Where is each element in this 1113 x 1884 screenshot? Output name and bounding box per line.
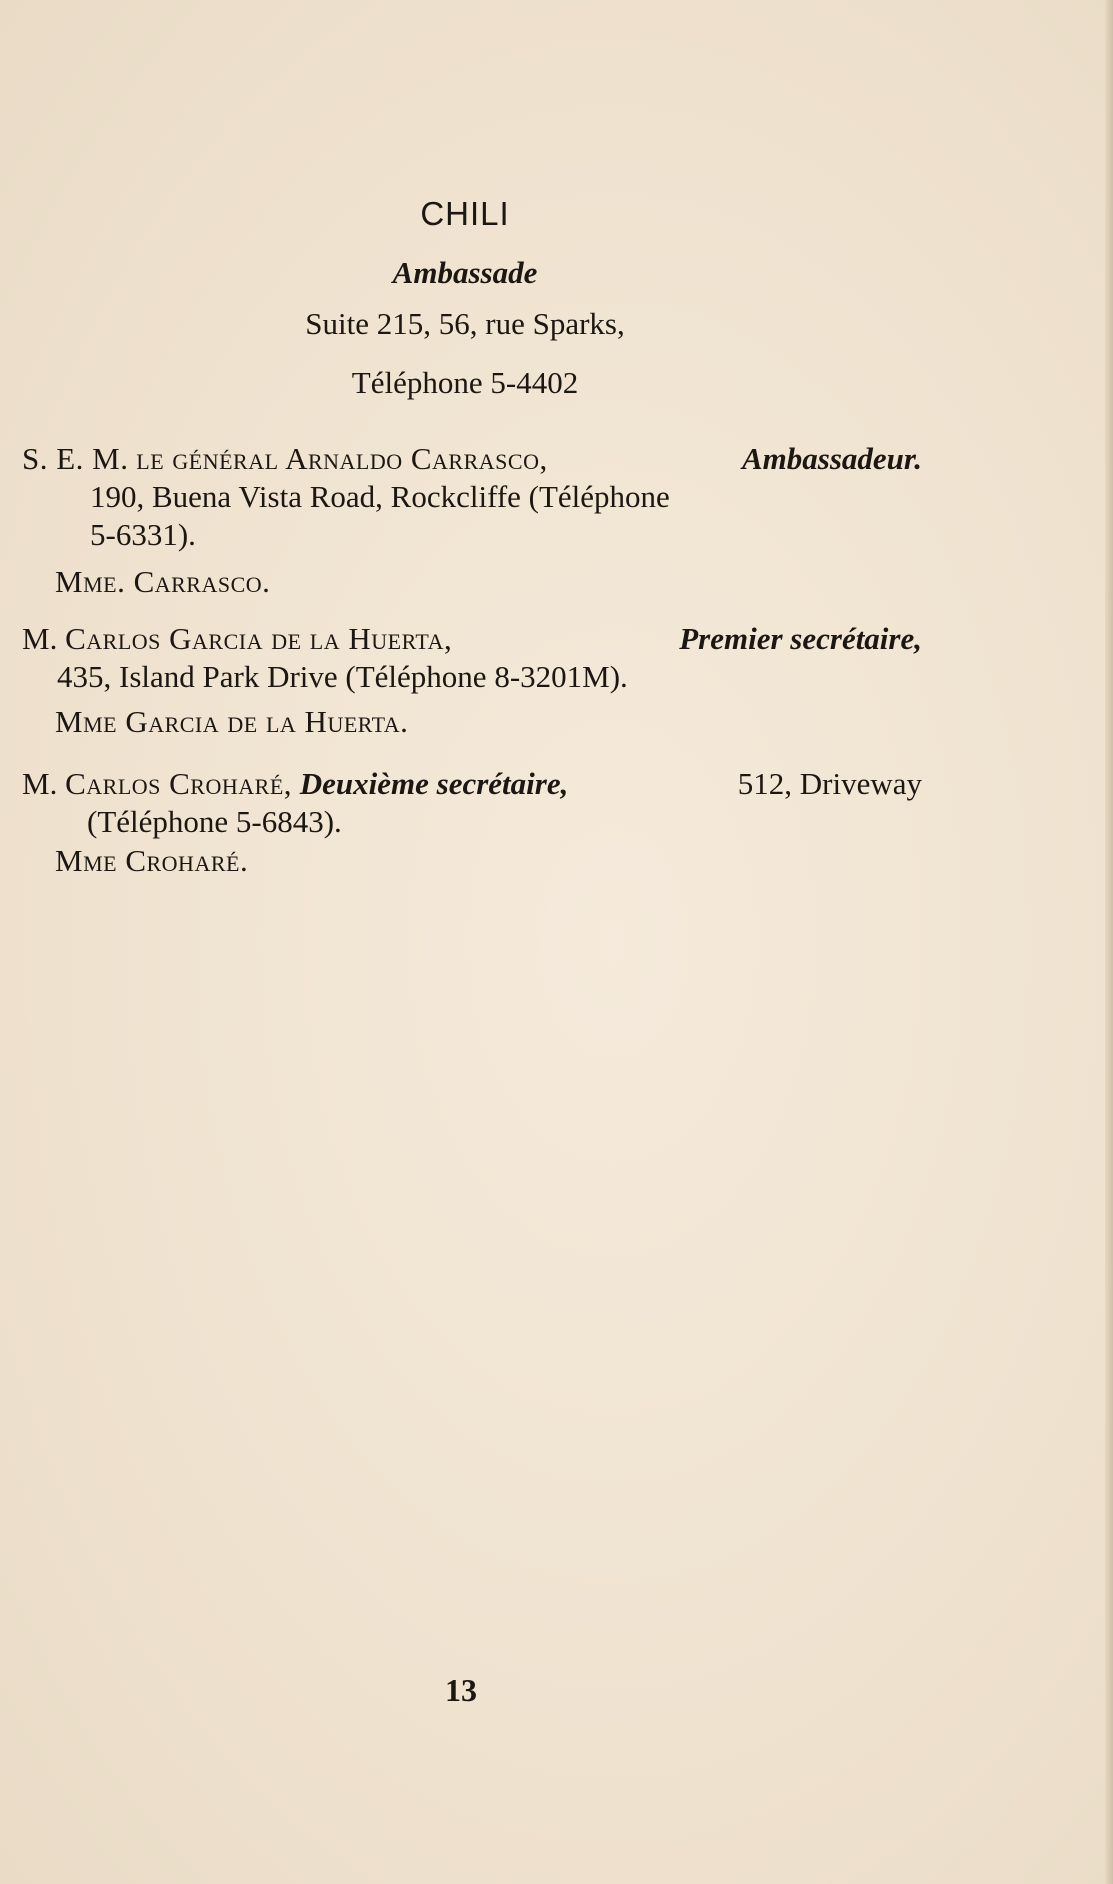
directory-entry-second-secretary	[22, 765, 922, 841]
entry-spouse: Mme Garcia de la Huerta.	[55, 704, 409, 739]
entry-address-tail: 512, Driveway	[737, 766, 922, 801]
entry-spouse: Mme Croharé.	[55, 843, 249, 878]
entry-address-line: (Téléphone 5-6843).	[87, 804, 342, 839]
entry-prefix: M.	[22, 621, 58, 656]
entry-spouse: Mme. Carrasco.	[55, 564, 271, 599]
entry-name: Carlos Croharé,	[65, 766, 293, 801]
entry-name-line	[22, 620, 922, 658]
directory-entry-first-secretary	[22, 620, 922, 696]
entry-name-line	[22, 765, 922, 803]
entry-address-line: 435, Island Park Drive (Téléphone 8-3201M).	[57, 659, 628, 694]
country-heading: CHILI	[420, 195, 510, 232]
mission-telephone: Téléphone 5-4402	[351, 365, 579, 400]
page-edge	[1105, 0, 1113, 1884]
entry-prefix: M.	[22, 766, 58, 801]
entry-name: Carlos Garcia de la Huerta,	[65, 621, 453, 656]
entry-title: Ambassadeur.	[741, 441, 922, 476]
entry-address-line: 190, Buena Vista Road, Rockcliffe (Téléphone	[90, 479, 670, 514]
entry-address-line-2: 5-6331).	[90, 517, 196, 552]
mission-type: Ambassade	[392, 255, 538, 290]
entry-title: Deuxième secrétaire,	[299, 766, 569, 801]
mission-address: Suite 215, 56, rue Sparks,	[305, 306, 625, 341]
entry-prefix: S. E. M.	[22, 441, 129, 476]
page-number: 13	[445, 1672, 477, 1708]
entry-name: le général Arnaldo Carrasco,	[136, 441, 548, 476]
entry-name-line	[22, 440, 922, 478]
entry-title: Premier secrétaire,	[679, 621, 922, 656]
directory-entry-ambassador	[22, 440, 922, 554]
